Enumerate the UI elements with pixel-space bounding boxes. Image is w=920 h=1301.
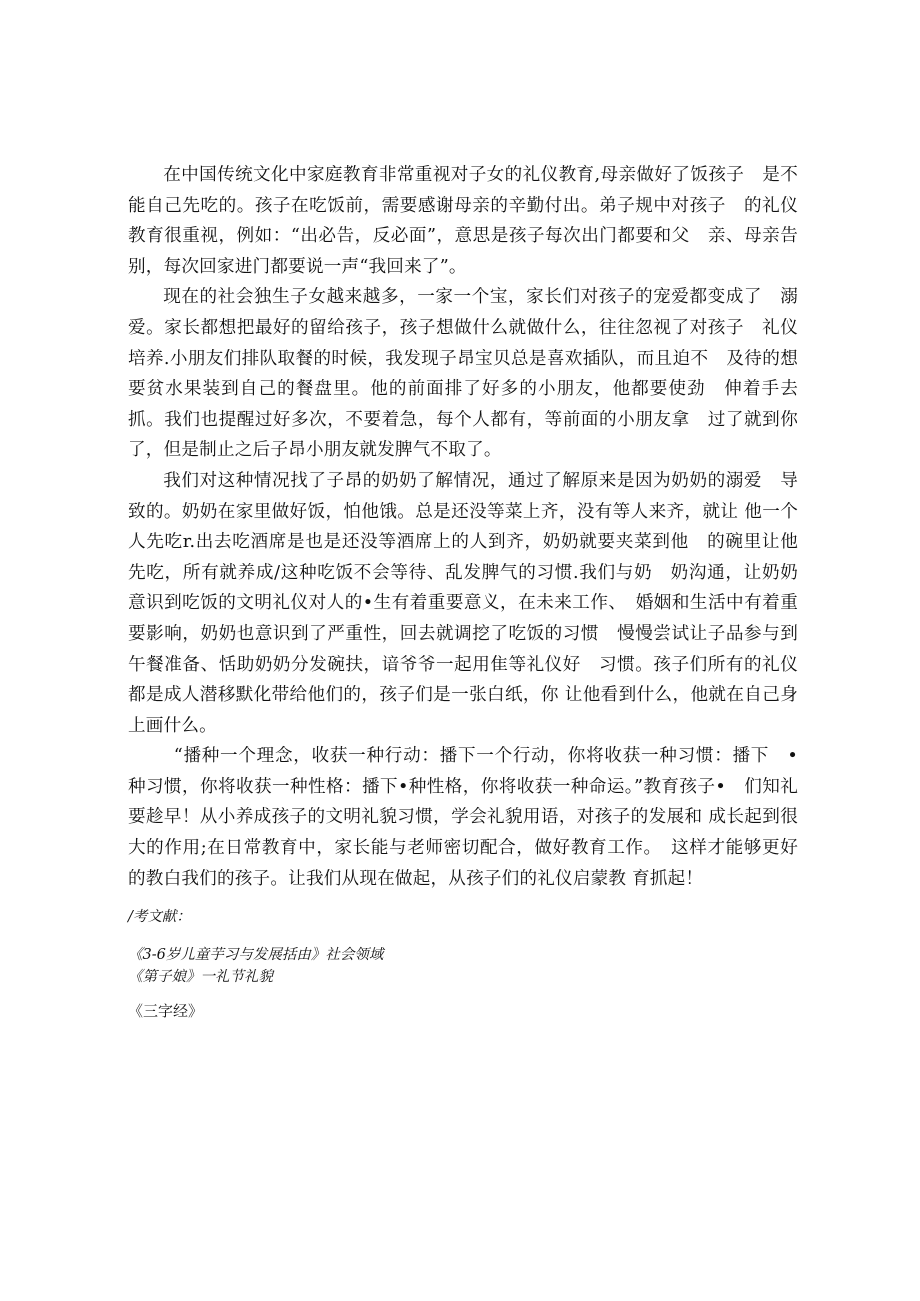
paragraph-2: 现在的社会独生子女越来越多，一家一个宝，家长们对孩子的宠爱都变成了 溺爱。家长都想把最好的留给孩子，孩子想做什么就做什么，往往忽视了对孩子 礼仪培养.小朋友们排队取餐的时候，我发现子昂宝贝总是喜欢插队，而且迫不 及待的想要贫水果装到自己的餐盘里。他的前面排了好多的小朋友，他都要使劲 伸着手去抓。我们也提醒过好多次，不要着急，每个人都有，等前面的小朋友拿 过了就到你了，但是制止之后子昂小朋友就发脾气不取了。	[128, 287, 798, 461]
paragraph-1: 在中国传统文化中家庭教育非常重视对子女的礼仪教育,母亲做好了饭孩子 是不能自己先吃的。孩子在吃饭前，需要感谢母亲的辛勤付出。弟子规中对孩子 的礼仪教育很重视，例如：“出必告，反必面”，意思是孩子每次出门都要和父 亲、母亲告别，每次回家进门都要说一声“我回来了”。	[128, 165, 798, 277]
paragraph-3: 我们对这种情况找了子昂的奶奶了解情况，通过了解原来是因为奶奶的溺爱 导致的。奶奶在家里做好饭，怕他饿。总是还没等菜上齐，没有等人来齐，就让 他一个人先吃r.出去吃酒席是也是还没等酒席上的人到齐，奶奶就要夹菜到他 的碗里让他先吃，所有就养成/这种吃饭不会等待、乱发脾气的习惯.我们与奶 奶沟通，让奶奶意识到吃饭的文明礼仪对人的•生有着重要意义，在未来工作、 婚姻和生活中有着重要影响，奶奶也意识到了严重性，回去就调挖了吃饭的习惯 慢慢尝试让子品参与到午餐准备、恬助奶奶分发碗扶，谙爷爷一起用隹等礼仪好 习惯。孩子们所有的礼仪都是成人潜移默化带给他们的，孩子们是一张白纸，你 让他看到什么，他就在自己身上画什么。	[128, 470, 798, 736]
references-heading: /考文献：	[128, 909, 191, 925]
references-section	[128, 906, 728, 1022]
reference-item-1: 《3-6岁儿童芋习与发展括由》社会领域	[128, 947, 384, 963]
reference-item-2: 《第子娘》一礼节礼貌	[128, 969, 273, 985]
reference-item-3: 《三字经》	[128, 1002, 204, 1020]
paragraph-4: “播种一个理念，收获一种行动：播下一个行动，你将收获一种习惯：播下 •种习惯，你将收获一种性格：播下•种性格，你将收获一种命运。”教育孩子• 们知礼要趁早！从小养成孩子的文明礼貌习惯，学会礼貌用语，对孩子的发展和 成长起到很大的作用;在日常教育中，家长能与老师密切配合，做好教育工作。 这样才能够更好的教白我们的孩子。让我们从现在做起，从孩子们的礼仪启蒙教 育抓起！	[128, 746, 798, 889]
essay-body	[128, 160, 798, 894]
